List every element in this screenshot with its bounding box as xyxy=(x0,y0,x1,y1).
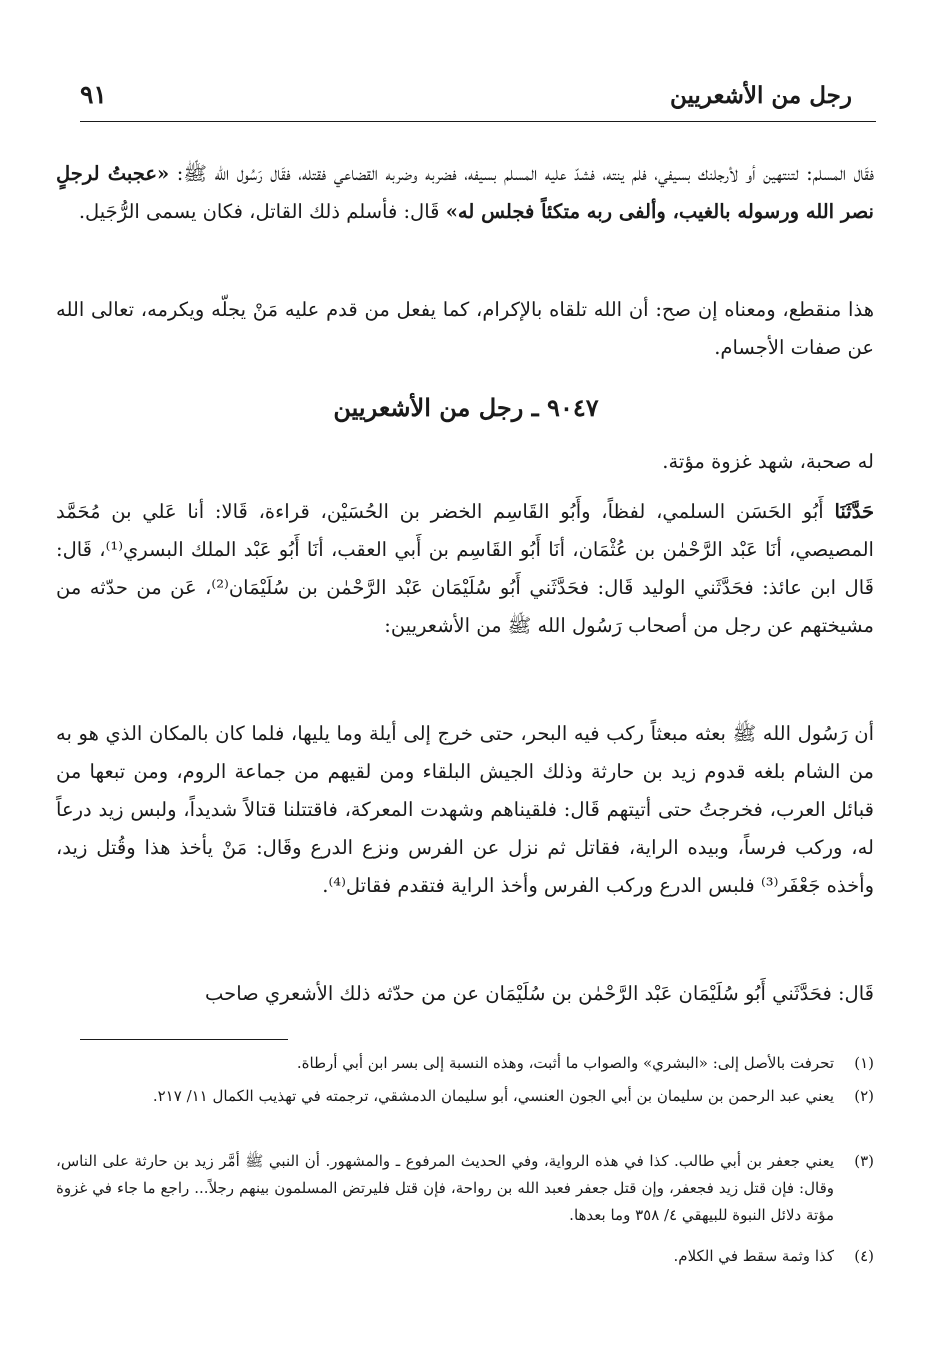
running-head-title: رجل من الأشعريين xyxy=(669,82,852,109)
paragraph-1-text-b: قَال: فأسلم ذلك القاتل، فكان يسمى الرُّجَيل. xyxy=(78,200,446,223)
paragraph-3: له صحبة، شهد غزوة مؤتة. xyxy=(662,450,874,473)
paragraph-2: هذا منقطع، ومعناه إن صح: أن الله تلقاه بالإكرام، كما يفعل من قدم عليه مَنْ يجلّه ويكرمه، تعالى الله عن صفات الأجسام. xyxy=(56,298,874,359)
footnote-number: (٣) xyxy=(854,1152,874,1170)
paragraph-5: أن رَسُول الله ﷺ بعثه مبعثاً ركب فيه البحر، حتى خرج إلى أيلة وما يليها، فلما كان بالمكان الذي هو به من الشام بلغه قدوم زيد بن حارثة وذلك الجيش البلقاء ومن لقيهم من جماعة الروم، ومن تبعها من قبائل العرب، فخرجتُ حتى أتيتهم قَال: فلقيناهم وشهدت المعركة، فاقتتلنا قتالاً شديداً، ولبس زيد درعاً له، وركب فرساً، وبيده الراية، فقاتل ثم نزل عن الفرس ونزع الدرع وقَال: مَنْ يأخذ هذا وقُتل زيد، وأخذه جَعْفَر⁽³⁾ فلبس الدرع وركب الفرس وأخذ الراية فتقدم فقاتل⁽⁴⁾. xyxy=(56,722,874,897)
paragraph-1 xyxy=(56,155,874,231)
footnote-text: يعني عبد الرحمن بن سليمان بن أبي الجون العنسي، أبو سليمان الدمشقي، ترجمته في تهذيب الكمال ١١/ ٢١٧. xyxy=(152,1087,834,1105)
footnote-1 xyxy=(56,1050,874,1077)
footnote-2 xyxy=(56,1083,874,1110)
header-rule xyxy=(80,121,876,122)
footnote-number: (١) xyxy=(854,1054,874,1072)
paragraph-4-isnad xyxy=(56,493,874,645)
footnote-text: تحرفت بالأصل إلى: «البشري» والصواب ما أثبت، وهذه النسبة إلى بسر ابن أبي أرطاة. xyxy=(296,1054,834,1072)
footnote-text: كذا وثمة سقط في الكلام. xyxy=(673,1247,834,1265)
paragraph-1-hadith-bold: «عجبتُ لرجلٍ نصر الله ورسوله بالغيب، وألفى ربه متكئاً فجلس له» xyxy=(56,162,874,223)
footnote-4 xyxy=(56,1243,874,1270)
paragraph-6: قَال: فحَدَّثَني أَبُو سُلَيْمَان عَبْد الرَّحْمٰن بن سُلَيْمَان عن من حدّثه ذلك الأشعري صاحب xyxy=(205,982,874,1005)
paragraph-1-text-a: فقَال المسلم: لتنتهين أو لأرجلنك بسيفي، فلم ينته، فشدّ عليه المسلم بسيفه، فضربه وضربه القضاعي فقتله، فقَال رَسُول الله ﷺ: xyxy=(169,162,874,185)
footnote-number: (٤) xyxy=(854,1247,874,1265)
haddathana-bold: حَدَّثَنَا xyxy=(834,500,874,523)
page-number: ٩١ xyxy=(80,80,107,109)
entry-heading: ٩٠٤٧ ـ رجل من الأشعريين xyxy=(333,393,599,422)
paragraph-4-text: أَبُو الحَسَن السلمي، لفظاً، وأَبُو القَاسِم الخضر بن الحُسَيْن، قراءة، قَالا: أنا عَلي بن مُحَمَّد المصيصي، أنَا عَبْد الرَّحْمٰن بن عُثْمَان، أنَا أَبُو القَاسِم بن أَبي العقب، أنَا أَبُو عَبْد الملك البسري⁽¹⁾، قَال: قَال ابن عائذ: فحَدَّثَني الوليد قَال: فحَدَّثَني أَبُو سُلَيْمَان عَبْد الرَّحْمٰن بن سُلَيْمَان⁽²⁾، عَن من حدّثه من مشيختهم عن رجل من أصحاب رَسُول الله ﷺ من الأشعريين: xyxy=(56,500,874,637)
footnote-number: (٢) xyxy=(854,1087,874,1105)
footnote-text: يعني جعفر بن أبي طالب. كذا في هذه الرواية، وفي الحديث المرفوع ـ والمشهور. أن النبي ﷺ أمَّر زيد بن حارثة على الناس، وقال: فإن قتل زيد فجعفر، وإن قتل جعفر فعبد الله بن رواحة، فإن قتل فليرتض المسلمون بينهم رجلاً... راجع ما جاء في غزوة مؤتة دلائل النبوة للبيهقي ٤/ ٣٥٨ وما بعدها. xyxy=(56,1152,834,1224)
footnote-rule xyxy=(80,1039,288,1040)
footnote-3 xyxy=(56,1148,874,1229)
